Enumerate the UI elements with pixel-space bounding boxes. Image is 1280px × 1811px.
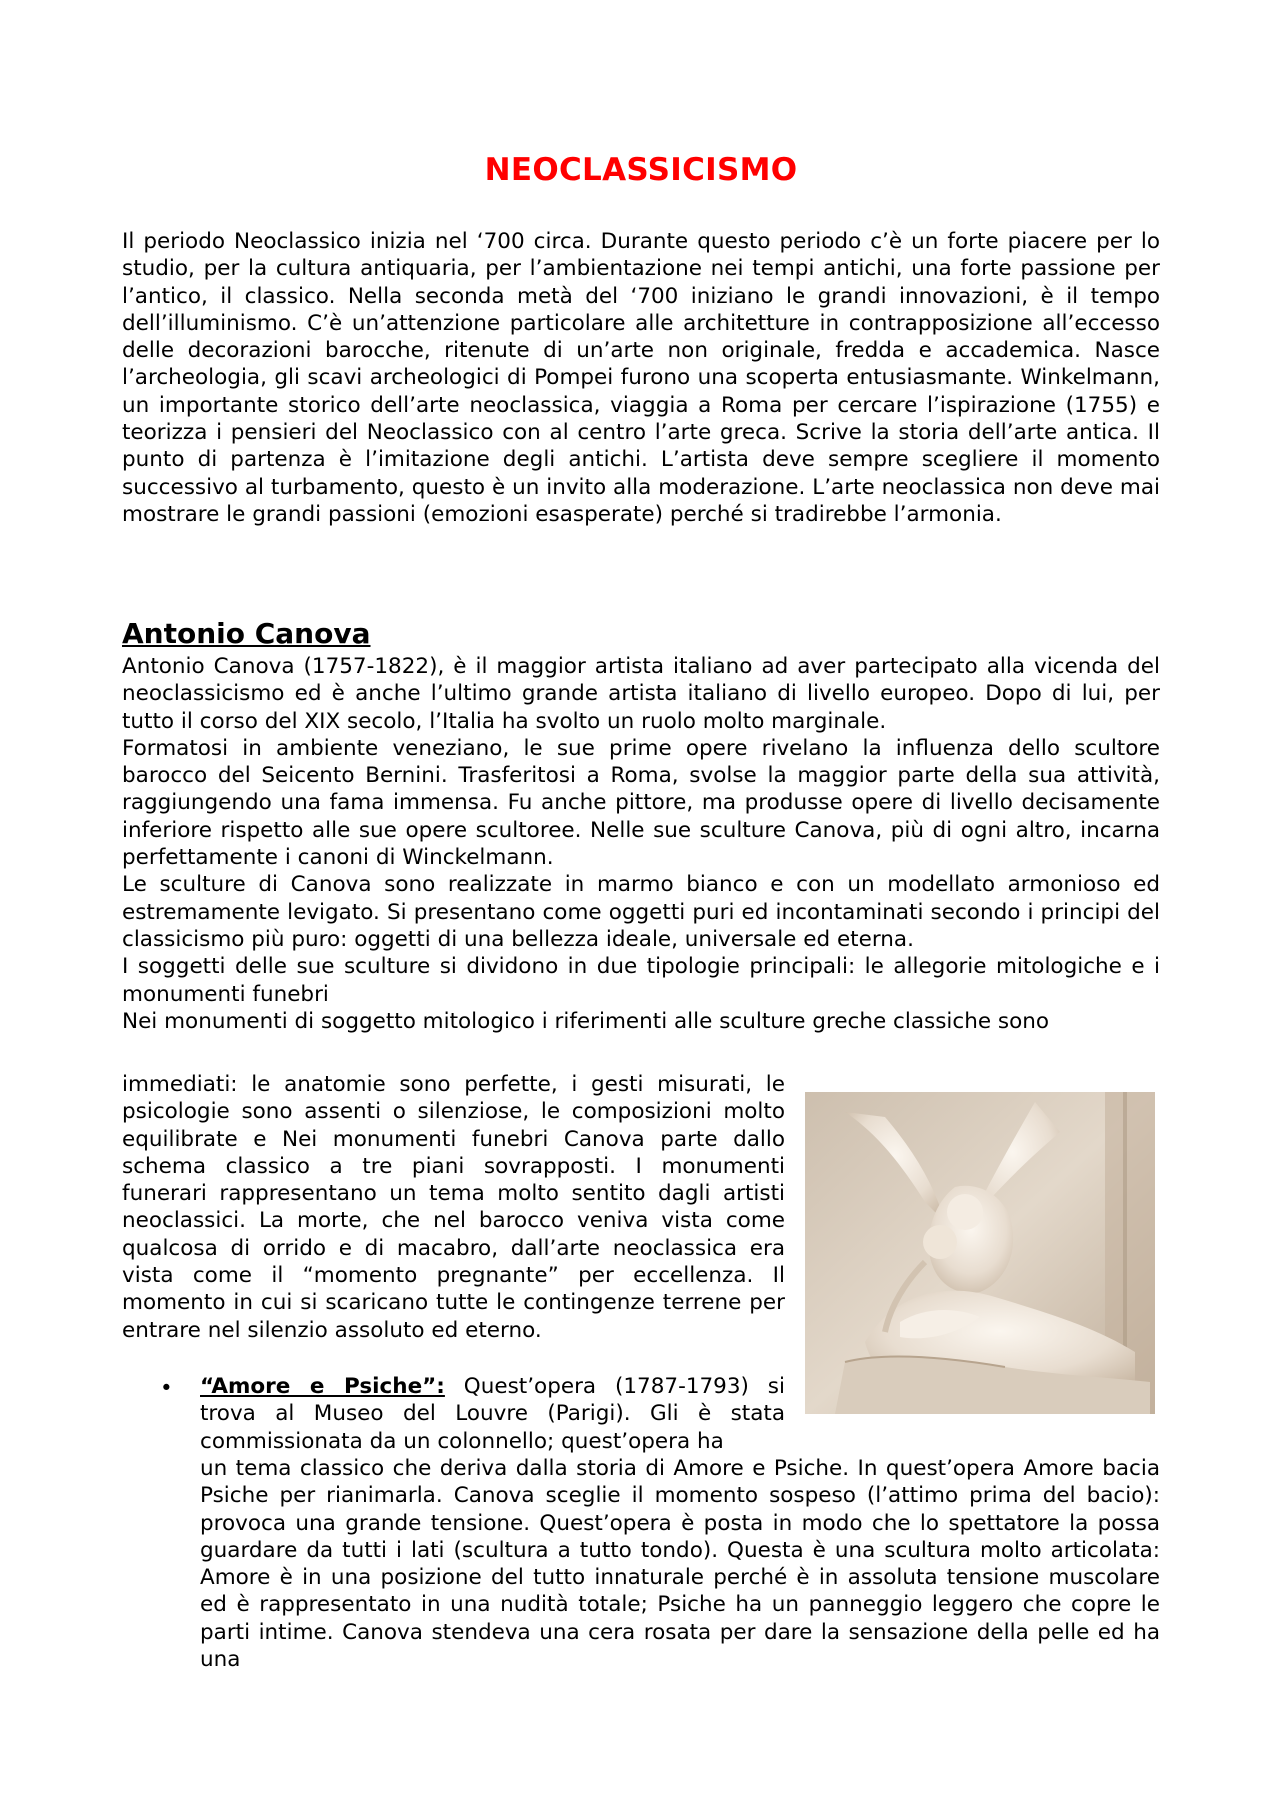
bullet-text-first-lines	[200, 1373, 785, 1455]
page-title: NEOCLASSICISMO	[484, 152, 798, 188]
bullet-marker: •	[160, 1376, 173, 1401]
section-heading-canova: Antonio Canova	[122, 617, 371, 650]
canova-paragraphs	[122, 653, 1160, 1035]
bullet-title: “Amore e Psiche”:	[200, 1374, 445, 1399]
wrapped-paragraph: immediati: le anatomie sono perfette, i gesti misurati, le psicologie sono assenti o silenziose, le composizioni molto equilibrate e Nei monumenti funebri Canova parte dallo schema classico a tre piani sovrapposti. I monumenti funerari rappresentano un tema molto sentito dagli artisti neoclassici. La morte, che nel barocco veniva vista come qualcosa di orrido e di macabro, dall’arte neoclassica era vista come il “momento pregnante” per eccellenza. Il momento in cui si scaricano tutte le contingenze terrene per entrare nel silenzio assoluto ed eterno.	[122, 1072, 785, 1343]
canova-paragraph-4: I soggetti delle sue sculture si dividono in due tipologie principali: le allegorie mitologiche e i monumenti funebri	[122, 954, 1160, 1007]
intro-paragraph: Il periodo Neoclassico inizia nel ‘700 circa. Durante questo periodo c’è un forte piacere per lo studio, per la cultura antiquaria, per l’ambientazione nei tempi antichi, una forte passione per l’antico, il classico. Nella seconda metà del ‘700 iniziano le grandi innovazioni, è il tempo dell’illuminismo. C’è un’attenzione particolare alle architetture in contrapposizione all’eccesso delle decorazioni barocche, ritenute di un’arte non originale, fredda e accademica. Nasce l’archeologia, gli scavi archeologici di Pompei furono una scoperta entusiasmante. Winkelmann, un importante storico dell’arte neoclassica, viaggia a Roma per cercare l’ispirazione (1755) e teorizza i pensieri del Neoclassico con al centro l’arte greca. Scrive la storia dell’arte antica. Il punto di partenza è l’imitazione degli antichi. L’artista deve sempre scegliere il momento successivo al turbamento, questo è un invito alla moderazione. L’arte neoclassica non deve mai mostrare le grandi passioni (emozioni esasperate) perché si tradirebbe l’armonia.	[122, 229, 1160, 527]
mythology-line: Nei monumenti di soggetto mitologico i riferimenti alle sculture greche classiche sono	[122, 1008, 1050, 1034]
bullet-text-continuation: un tema classico che deriva dalla storia di Amore e Psiche. In quest’opera Amore bacia Psiche per rianimarla. Canova sceglie il momento sospeso (l’attimo prima del bacio): provoca una grande tensione. Quest’opera è posta in modo che lo spettatore la possa guardare da tutti i lati (scultura a tutto tondo). Questa è una scultura molto articolata: Amore è in una posizione del tutto innaturale perché è in assoluta tensione muscolare ed è rappresentato in una nudità totale; Psiche ha un panneggio leggero che copre le parti intime. Canova stendeva una cera rosata per dare la sensazione della pelle ed ha una	[200, 1456, 1160, 1673]
canova-paragraph-2: Formatosi in ambiente veneziano, le sue prime opere rivelano la influenza dello scultore barocco del Seicento Bernini. Trasferitosi a Roma, svolse la maggior parte della sua attività, raggiungendo una fama immensa. Fu anche pittore, ma produsse opere di livello decisamente inferiore rispetto alle sue opere scultoree. Nelle sue sculture Canova, più di ogni altro, incarna perfettamente i canoni di Winckelmann.	[122, 735, 1160, 871]
bullet-text-narrow: Quest’opera (1787-1793) si trova al Museo del Louvre (Parigi). Gli è stata commissionata da un colonnello; quest’opera ha	[200, 1374, 785, 1454]
amore-e-psiche-sculpture-image	[805, 1092, 1155, 1414]
document-page	[122, 0, 1160, 1811]
canova-paragraph-3: Le sculture di Canova sono realizzate in marmo bianco e con un modellato armonioso ed estremamente levigato. Si presentano come oggetti puri ed incontaminati secondo i principi del classicismo più puro: oggetti di una bellezza ideale, universale ed eterna.	[122, 872, 1160, 952]
canova-paragraph-1: Antonio Canova (1757-1822), è il maggior artista italiano ad aver partecipato alla vicenda del neoclassicismo ed è anche l’ultimo grande artista italiano di livello europeo. Dopo di lui, per tutto il corso del XIX secolo, l’Italia ha svolto un ruolo molto marginale.	[122, 654, 1160, 734]
